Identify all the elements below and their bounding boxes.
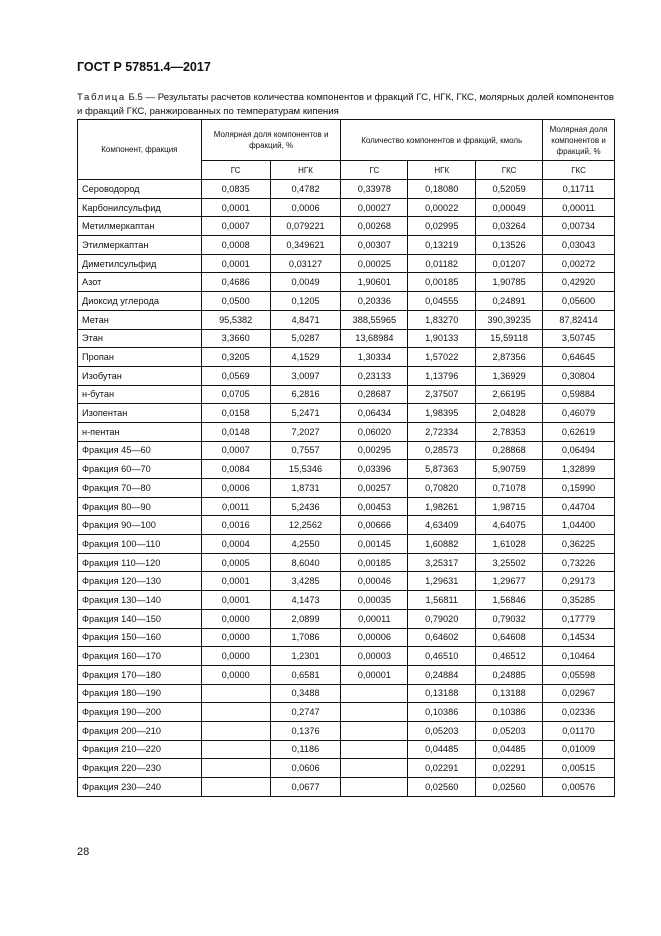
table-row: [78, 647, 615, 666]
component-name-cell: Карбонилсульфид: [78, 198, 202, 217]
value-cell: [341, 740, 408, 759]
value-cell: 0,28687: [341, 385, 408, 404]
table-row: [78, 665, 615, 684]
value-cell: 0,13188: [476, 684, 543, 703]
component-name-cell: Изопентан: [78, 404, 202, 423]
value-cell: 0,3205: [201, 348, 270, 367]
value-cell: [341, 721, 408, 740]
value-cell: 0,00027: [341, 198, 408, 217]
table-row: [78, 778, 615, 797]
header-quantity: Количество компонентов и фракций, кмоль: [341, 120, 543, 161]
value-cell: 3,0097: [270, 366, 341, 385]
value-cell: 0,00049: [476, 198, 543, 217]
value-cell: 0,0677: [270, 778, 341, 797]
value-cell: 0,0000: [201, 609, 270, 628]
value-cell: 1,83270: [408, 310, 476, 329]
value-cell: 0,13188: [408, 684, 476, 703]
value-cell: 5,90759: [476, 460, 543, 479]
table-row: [78, 572, 615, 591]
value-cell: 1,29677: [476, 572, 543, 591]
value-cell: 0,0606: [270, 759, 341, 778]
value-cell: 0,24891: [476, 292, 543, 311]
component-name-cell: Фракция 170—180: [78, 665, 202, 684]
value-cell: 0,0005: [201, 553, 270, 572]
component-name-cell: Фракция 70—80: [78, 479, 202, 498]
component-name-cell: Фракция 130—140: [78, 591, 202, 610]
component-name-cell: Фракция 180—190: [78, 684, 202, 703]
value-cell: 0,05203: [408, 721, 476, 740]
value-cell: 4,64075: [476, 516, 543, 535]
value-cell: 0,46079: [543, 404, 615, 423]
value-cell: 5,87363: [408, 460, 476, 479]
value-cell: 0,02560: [476, 778, 543, 797]
value-cell: [201, 684, 270, 703]
value-cell: 87,82414: [543, 310, 615, 329]
table-row: [78, 198, 615, 217]
component-name-cell: н-пентан: [78, 422, 202, 441]
value-cell: 2,78353: [476, 422, 543, 441]
header-mole-fraction: Молярная доля компонентов и фракций, %: [201, 120, 341, 161]
table-row: [78, 404, 615, 423]
value-cell: 0,6581: [270, 665, 341, 684]
component-name-cell: Фракция 110—120: [78, 553, 202, 572]
value-cell: 0,00046: [341, 572, 408, 591]
value-cell: 0,33978: [341, 180, 408, 199]
value-cell: 0,03127: [270, 254, 341, 273]
value-cell: 1,36929: [476, 366, 543, 385]
value-cell: 1,04400: [543, 516, 615, 535]
value-cell: 0,0500: [201, 292, 270, 311]
subheader-cell: ГС: [201, 161, 270, 180]
component-name-cell: Фракция 60—70: [78, 460, 202, 479]
value-cell: 0,00257: [341, 479, 408, 498]
value-cell: 0,0016: [201, 516, 270, 535]
table-caption: [77, 91, 617, 119]
value-cell: 0,03043: [543, 236, 615, 255]
value-cell: 0,11711: [543, 180, 615, 199]
table-row: [78, 254, 615, 273]
value-cell: 0,0158: [201, 404, 270, 423]
component-name-cell: Метилмеркаптан: [78, 217, 202, 236]
component-name-cell: Фракция 190—200: [78, 703, 202, 722]
value-cell: 0,29173: [543, 572, 615, 591]
value-cell: [341, 759, 408, 778]
value-cell: 0,00453: [341, 497, 408, 516]
value-cell: 0,0001: [201, 254, 270, 273]
table-row: [78, 460, 615, 479]
value-cell: 0,01009: [543, 740, 615, 759]
value-cell: 0,0000: [201, 665, 270, 684]
value-cell: 0,06494: [543, 441, 615, 460]
value-cell: 4,1529: [270, 348, 341, 367]
page-number: 28: [77, 846, 90, 858]
value-cell: 0,10386: [476, 703, 543, 722]
component-name-cell: Фракция 90—100: [78, 516, 202, 535]
value-cell: 0,00145: [341, 535, 408, 554]
value-cell: 0,73226: [543, 553, 615, 572]
value-cell: 0,13219: [408, 236, 476, 255]
table-row: [78, 348, 615, 367]
value-cell: 0,03264: [476, 217, 543, 236]
component-name-cell: Этилмеркаптан: [78, 236, 202, 255]
value-cell: 0,10386: [408, 703, 476, 722]
caption-label: Таблица: [77, 92, 126, 103]
value-cell: 0,05598: [543, 665, 615, 684]
value-cell: 0,7557: [270, 441, 341, 460]
component-name-cell: Фракция 120—130: [78, 572, 202, 591]
value-cell: 5,0287: [270, 329, 341, 348]
value-cell: 0,64608: [476, 628, 543, 647]
value-cell: 0,00001: [341, 665, 408, 684]
value-cell: 0,01182: [408, 254, 476, 273]
component-name-cell: Азот: [78, 273, 202, 292]
value-cell: 0,00734: [543, 217, 615, 236]
value-cell: 1,98395: [408, 404, 476, 423]
component-name-cell: н-бутан: [78, 385, 202, 404]
subheader-cell: НГК: [270, 161, 341, 180]
value-cell: 0,0006: [270, 198, 341, 217]
value-cell: 0,14534: [543, 628, 615, 647]
value-cell: 0,0001: [201, 591, 270, 610]
value-cell: 0,00003: [341, 647, 408, 666]
value-cell: 0,3488: [270, 684, 341, 703]
table-row: [78, 721, 615, 740]
table-row: [78, 236, 615, 255]
value-cell: 0,1186: [270, 740, 341, 759]
value-cell: [341, 703, 408, 722]
value-cell: 0,62619: [543, 422, 615, 441]
table-row: [78, 609, 615, 628]
value-cell: 2,87356: [476, 348, 543, 367]
value-cell: 8,6040: [270, 553, 341, 572]
subheader-cell: ГКС: [543, 161, 615, 180]
component-name-cell: Диметилсульфид: [78, 254, 202, 273]
header-component: Компонент, фракция: [78, 120, 202, 180]
value-cell: 1,98715: [476, 497, 543, 516]
table-row: [78, 535, 615, 554]
value-cell: 0,00006: [341, 628, 408, 647]
value-cell: 1,90785: [476, 273, 543, 292]
component-name-cell: Фракция 160—170: [78, 647, 202, 666]
value-cell: 0,0008: [201, 236, 270, 255]
value-cell: 0,71078: [476, 479, 543, 498]
table-row: [78, 628, 615, 647]
table-row: [78, 553, 615, 572]
value-cell: 0,0001: [201, 198, 270, 217]
subheader-cell: НГК: [408, 161, 476, 180]
value-cell: 5,2471: [270, 404, 341, 423]
value-cell: 0,00011: [543, 198, 615, 217]
value-cell: 0,79032: [476, 609, 543, 628]
value-cell: 0,00025: [341, 254, 408, 273]
value-cell: 0,64645: [543, 348, 615, 367]
value-cell: 0,46512: [476, 647, 543, 666]
value-cell: 1,57022: [408, 348, 476, 367]
value-cell: 0,20336: [341, 292, 408, 311]
value-cell: 1,8731: [270, 479, 341, 498]
value-cell: 3,4285: [270, 572, 341, 591]
value-cell: 4,1473: [270, 591, 341, 610]
component-name-cell: Фракция 230—240: [78, 778, 202, 797]
value-cell: 0,36225: [543, 535, 615, 554]
value-cell: 3,25317: [408, 553, 476, 572]
value-cell: 0,04555: [408, 292, 476, 311]
value-cell: 0,0049: [270, 273, 341, 292]
value-cell: 0,28573: [408, 441, 476, 460]
value-cell: 0,24884: [408, 665, 476, 684]
table-row: [78, 479, 615, 498]
value-cell: 0,79020: [408, 609, 476, 628]
value-cell: [201, 703, 270, 722]
value-cell: 0,0569: [201, 366, 270, 385]
value-cell: 0,17779: [543, 609, 615, 628]
value-cell: 0,01207: [476, 254, 543, 273]
table-row: [78, 497, 615, 516]
value-cell: 0,02995: [408, 217, 476, 236]
table-row: [78, 273, 615, 292]
value-cell: 1,29631: [408, 572, 476, 591]
value-cell: 2,37507: [408, 385, 476, 404]
value-cell: 0,00576: [543, 778, 615, 797]
table-row: [78, 441, 615, 460]
component-name-cell: Сероводород: [78, 180, 202, 199]
value-cell: 1,90133: [408, 329, 476, 348]
value-cell: 0,0000: [201, 628, 270, 647]
value-cell: 0,079221: [270, 217, 341, 236]
value-cell: 0,0000: [201, 647, 270, 666]
value-cell: 0,00185: [341, 553, 408, 572]
value-cell: 0,0011: [201, 497, 270, 516]
value-cell: 4,2550: [270, 535, 341, 554]
value-cell: [341, 778, 408, 797]
value-cell: 0,18080: [408, 180, 476, 199]
value-cell: 0,04485: [408, 740, 476, 759]
value-cell: 0,59884: [543, 385, 615, 404]
value-cell: 3,50745: [543, 329, 615, 348]
value-cell: 0,30804: [543, 366, 615, 385]
value-cell: 1,60882: [408, 535, 476, 554]
value-cell: 0,70820: [408, 479, 476, 498]
value-cell: 0,00022: [408, 198, 476, 217]
value-cell: 3,3660: [201, 329, 270, 348]
value-cell: 0,24885: [476, 665, 543, 684]
value-cell: 0,23133: [341, 366, 408, 385]
value-cell: 13,68984: [341, 329, 408, 348]
caption-text: Б.5 — Результаты расчетов количества компонентов и фракций ГС, НГК, ГКС, молярных долей компонентов и фракций ГКС, ранжированных по температурам кипения: [77, 92, 614, 117]
value-cell: 12,2562: [270, 516, 341, 535]
value-cell: 0,64602: [408, 628, 476, 647]
value-cell: 2,72334: [408, 422, 476, 441]
value-cell: 0,02560: [408, 778, 476, 797]
value-cell: 0,0084: [201, 460, 270, 479]
value-cell: 0,10464: [543, 647, 615, 666]
value-cell: 1,56846: [476, 591, 543, 610]
table-row: [78, 292, 615, 311]
table-row: [78, 740, 615, 759]
value-cell: 0,4782: [270, 180, 341, 199]
value-cell: 15,59118: [476, 329, 543, 348]
component-name-cell: Фракция 200—210: [78, 721, 202, 740]
value-cell: 0,00307: [341, 236, 408, 255]
value-cell: 3,25502: [476, 553, 543, 572]
table-row: [78, 422, 615, 441]
table-row: [78, 385, 615, 404]
value-cell: 0,00035: [341, 591, 408, 610]
value-cell: [201, 721, 270, 740]
component-name-cell: Метан: [78, 310, 202, 329]
table-row: [78, 516, 615, 535]
value-cell: 0,28868: [476, 441, 543, 460]
value-cell: 0,42920: [543, 273, 615, 292]
value-cell: 1,90601: [341, 273, 408, 292]
value-cell: 6,2816: [270, 385, 341, 404]
header-mole-fraction-gks: Молярная доля компонентов и фракций, %: [543, 120, 615, 161]
results-table: [77, 119, 615, 797]
component-name-cell: Фракция 140—150: [78, 609, 202, 628]
component-name-cell: Изобутан: [78, 366, 202, 385]
value-cell: 0,52059: [476, 180, 543, 199]
value-cell: 0,05600: [543, 292, 615, 311]
component-name-cell: Этан: [78, 329, 202, 348]
value-cell: 0,0835: [201, 180, 270, 199]
value-cell: 0,05203: [476, 721, 543, 740]
value-cell: 0,00295: [341, 441, 408, 460]
value-cell: 4,63409: [408, 516, 476, 535]
value-cell: 0,44704: [543, 497, 615, 516]
value-cell: [201, 740, 270, 759]
value-cell: 4,8471: [270, 310, 341, 329]
value-cell: 0,0004: [201, 535, 270, 554]
value-cell: 0,0007: [201, 441, 270, 460]
table-row: [78, 310, 615, 329]
value-cell: 0,1205: [270, 292, 341, 311]
value-cell: 1,2301: [270, 647, 341, 666]
value-cell: 0,0007: [201, 217, 270, 236]
value-cell: 0,00666: [341, 516, 408, 535]
table-row: [78, 759, 615, 778]
value-cell: 1,61028: [476, 535, 543, 554]
value-cell: [201, 778, 270, 797]
subheader-cell: ГКС: [476, 161, 543, 180]
value-cell: 1,56811: [408, 591, 476, 610]
value-cell: 0,00011: [341, 609, 408, 628]
value-cell: 1,98261: [408, 497, 476, 516]
table-row: [78, 684, 615, 703]
value-cell: 0,15990: [543, 479, 615, 498]
value-cell: 7,2027: [270, 422, 341, 441]
component-name-cell: Пропан: [78, 348, 202, 367]
value-cell: 1,13796: [408, 366, 476, 385]
value-cell: 0,0001: [201, 572, 270, 591]
value-cell: 0,00185: [408, 273, 476, 292]
value-cell: 0,02291: [408, 759, 476, 778]
value-cell: 95,5382: [201, 310, 270, 329]
value-cell: 0,2747: [270, 703, 341, 722]
value-cell: 390,39235: [476, 310, 543, 329]
value-cell: 0,03396: [341, 460, 408, 479]
value-cell: 0,00268: [341, 217, 408, 236]
value-cell: 0,00272: [543, 254, 615, 273]
table-row: [78, 180, 615, 199]
component-name-cell: Фракция 220—230: [78, 759, 202, 778]
value-cell: 0,02336: [543, 703, 615, 722]
value-cell: 15,5346: [270, 460, 341, 479]
component-name-cell: Фракция 150—160: [78, 628, 202, 647]
value-cell: 2,0899: [270, 609, 341, 628]
component-name-cell: Фракция 80—90: [78, 497, 202, 516]
value-cell: 0,01170: [543, 721, 615, 740]
value-cell: 0,4686: [201, 273, 270, 292]
value-cell: 0,00515: [543, 759, 615, 778]
subheader-cell: ГС: [341, 161, 408, 180]
component-name-cell: Фракция 210—220: [78, 740, 202, 759]
value-cell: 1,32899: [543, 460, 615, 479]
table-row: [78, 591, 615, 610]
value-cell: 0,0006: [201, 479, 270, 498]
value-cell: 0,0705: [201, 385, 270, 404]
component-name-cell: Фракция 100—110: [78, 535, 202, 554]
value-cell: 0,349621: [270, 236, 341, 255]
value-cell: 2,66195: [476, 385, 543, 404]
value-cell: 0,02291: [476, 759, 543, 778]
document-id: ГОСТ Р 57851.4—2017: [77, 60, 211, 74]
value-cell: 2,04828: [476, 404, 543, 423]
component-name-cell: Фракция 45—60: [78, 441, 202, 460]
value-cell: 0,04485: [476, 740, 543, 759]
table-row: [78, 703, 615, 722]
value-cell: 1,30334: [341, 348, 408, 367]
value-cell: 1,7086: [270, 628, 341, 647]
value-cell: 388,55965: [341, 310, 408, 329]
value-cell: 0,35285: [543, 591, 615, 610]
value-cell: 0,13526: [476, 236, 543, 255]
table-row: [78, 366, 615, 385]
value-cell: 0,02967: [543, 684, 615, 703]
value-cell: 0,1376: [270, 721, 341, 740]
table-row: [78, 217, 615, 236]
value-cell: 0,06020: [341, 422, 408, 441]
value-cell: [341, 684, 408, 703]
value-cell: 0,06434: [341, 404, 408, 423]
value-cell: [201, 759, 270, 778]
value-cell: 0,0148: [201, 422, 270, 441]
component-name-cell: Диоксид углерода: [78, 292, 202, 311]
table-row: [78, 329, 615, 348]
value-cell: 5,2436: [270, 497, 341, 516]
value-cell: 0,46510: [408, 647, 476, 666]
